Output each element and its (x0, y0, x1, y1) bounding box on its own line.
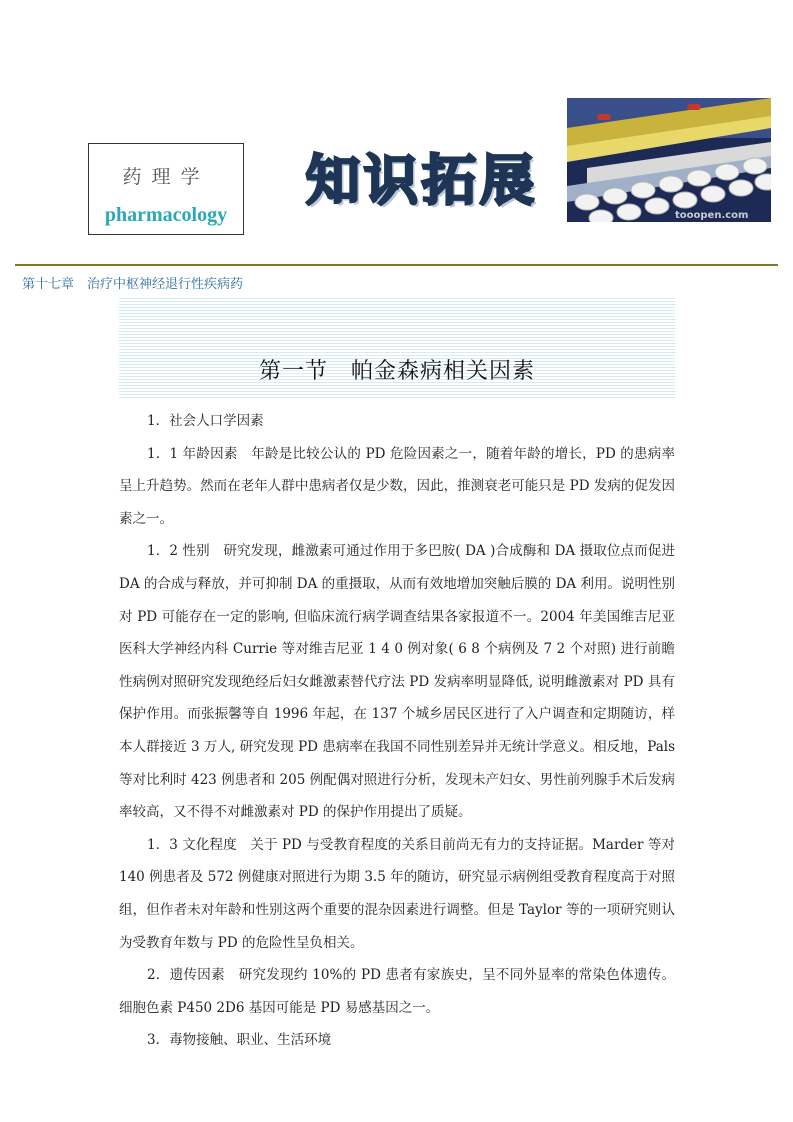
photo-watermark: tooopen.com (675, 210, 749, 221)
header-divider (15, 264, 778, 266)
banner-title: 知识拓展 (306, 149, 538, 212)
logo-english-title: pharmacology (104, 204, 228, 226)
pills-photo (567, 98, 771, 222)
paragraph: 1．1 年龄因素 年龄是比较公认的 PD 危险因素之一，随着年龄的增长，PD 的患病率呈上升趋势。然而在老年人群中患病者仅是少数，因此，推测衰老可能只是 PD 发病的促发因素之一。 (119, 445, 675, 527)
paragraph: 1．3 文化程度 关于 PD 与受教育程度的关系目前尚无有力的支持证据。Marder 等对 140 例患者及 572 例健康对照进行为期 3.5 年的随访，研究显示病例组受教育程度高于对照组，但作者未对年龄和性别这两个重要的混杂因素进行调整。但是 Taylor 等的一项研究则认为受教育年数与 PD 的危险性呈负相关。 (119, 836, 675, 951)
logo-box (88, 143, 244, 235)
pills-photo-graphic (567, 98, 771, 222)
body-text (119, 405, 675, 1057)
paragraph: 1．2 性别 研究发现，雌激素可通过作用于多巴胺( DA )合成酶和 DA 摄取位点而促进 DA 的合成与释放，并可抑制 DA 的重摄取，从而有效地增加突触后膜的 DA 利用。说明性别对 PD 可能存在一定的影响, 但临床流行病学调查结果各家报道不一。2004 年美国维吉尼亚医科大学神经内科 Currie 等对维吉尼亚 1 4 0 例对象( 6 8 个病例及 7 2 个对照) 进行前瞻性病例对照研究发现绝经后妇女雌激素替代疗法 PD 发病率明显降低, 说明雌激素对 PD 具有保护作用。而张振馨等自 1996 年起，在 137 个城乡居民区进行了入户调查和定期随访，样本人群接近 3 万人, 研究发现 PD 患病率在我国不同性别差异并无统计学意义。相反地，Pals 等对比利时 423 例患者和 205 例配偶对照进行分析，发现未产妇女、男性前列腺手术后发病率较高，又不得不对雌激素对 PD 的保护作用提出了质疑。 (119, 543, 675, 821)
paragraph: 1．社会人口学因素 (147, 413, 264, 429)
paragraph: 2．遗传因素 研究发现约 10%的 PD 患者有家族史，呈不同外显率的常染色体遗传。细胞色素 P450 2D6 基因可能是 PD 易感基因之一。 (119, 967, 675, 1016)
chapter-label: 第十七章 治疗中枢神经退行性疾病药 (22, 277, 244, 292)
paragraph: 3．毒物接触、职业、生活环境 (147, 1032, 332, 1049)
logo-chinese-title: 药理学 (122, 166, 210, 188)
section-title: 第一节 帕金森病相关因素 (258, 359, 535, 384)
